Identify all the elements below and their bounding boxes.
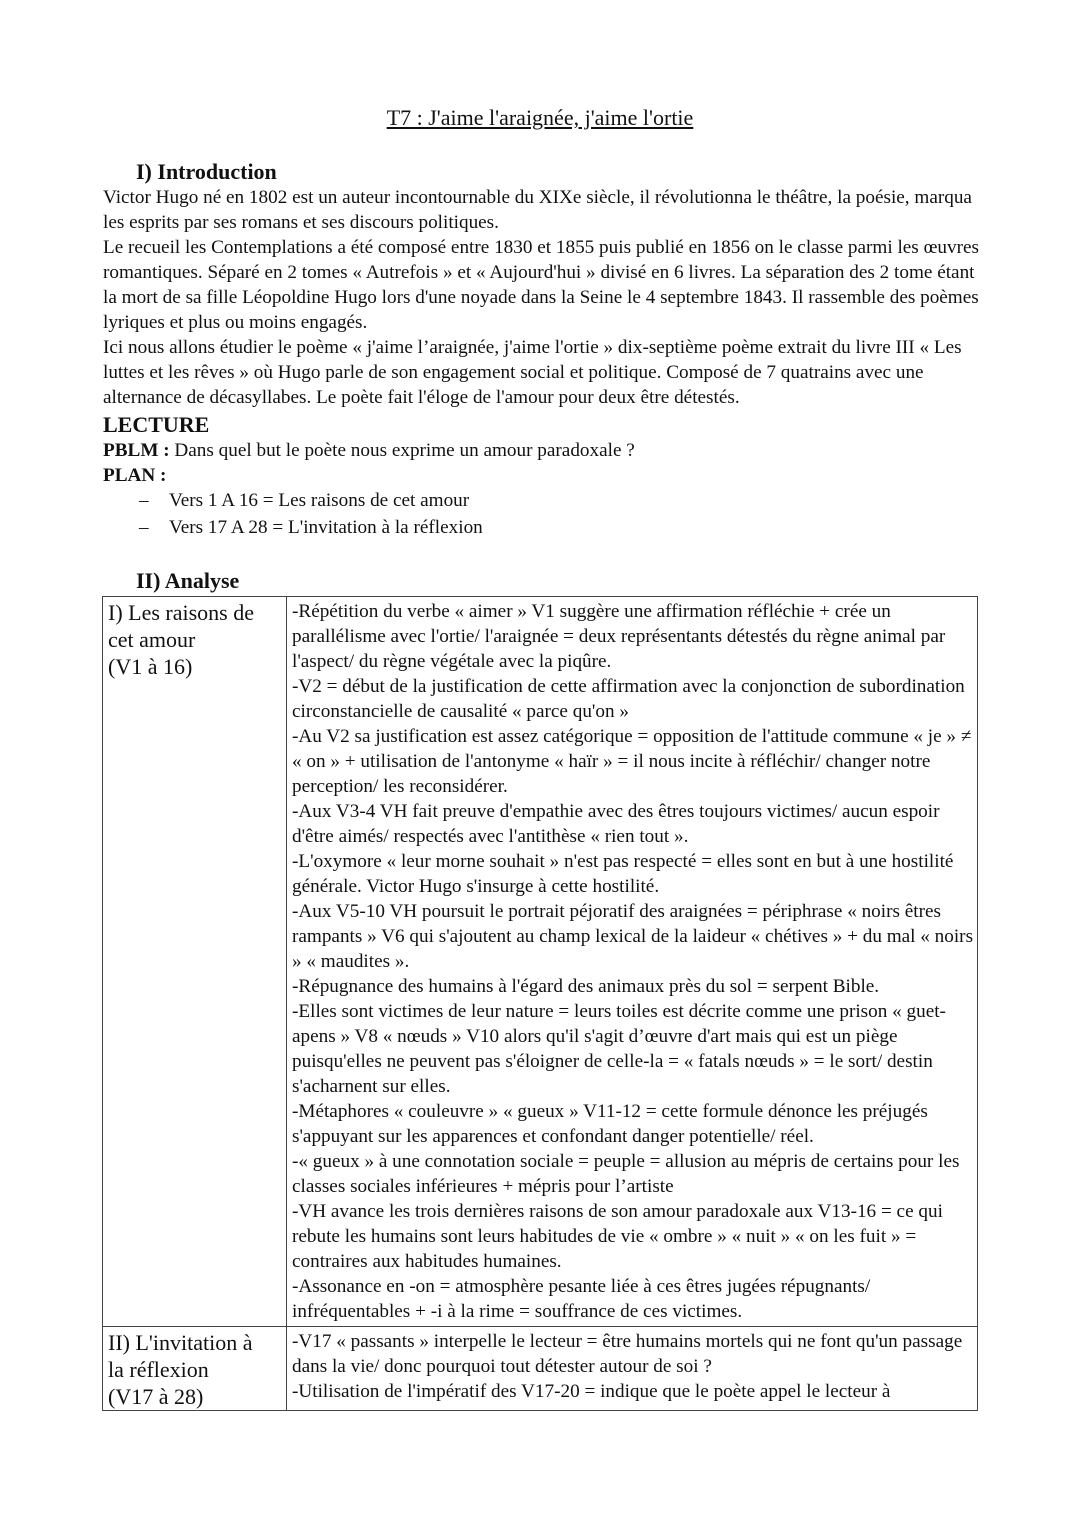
analysis-text-cell — [287, 1327, 978, 1411]
analysis-point: -L'oxymore « leur morne souhait » n'est pas respecté = elles sont en but à une hostilité générale. Victor Hugo s'insurge à cette hostilité. — [292, 851, 954, 897]
plan-item: – Vers 17 A 28 = L'invitation à la réflexion — [103, 515, 983, 542]
analysis-point: -Répétition du verbe « aimer » V1 suggère une affirmation réfléchie + crée un parallélisme avec l'ortie/ l'araignée = deux représentants détestés du règne animal par l'aspect/ du règne végétale avec la piqûre. — [292, 601, 946, 672]
analysis-point: -V2 = début de la justification de cette affirmation avec la conjonction de subordination circonstancielle de causalité « parce qu'on » — [292, 676, 965, 722]
document-title: T7 : J'aime l'araignée, j'aime l'ortie — [386, 105, 694, 130]
intro-paragraph: Le recueil les Contemplations a été composé entre 1830 et 1855 puis publié en 1856 on le classe parmi les œuvres romantiques. Séparé en 2 tomes « Autrefois » et « Aujourd'hui » divisé en 6 livres. La séparation des 2 tome étant la mort de sa fille Léopoldine Hugo lors d'une noyade dans la Seine le 4 septembre 1843. Il rassemble des poèmes lyriques et plus ou moins engagés. — [103, 237, 979, 333]
section-label-cell: II) L'invitation à la réflexion (V17 à 28) — [103, 1327, 287, 1411]
analysis-point: -« gueux » à une connotation sociale = peuple = allusion au mépris de certains pour les classes sociales inférieures + mépris pour l’artiste — [292, 1151, 960, 1197]
analysis-point: -Métaphores « couleuvre » « gueux » V11-12 = cette formule dénonce les préjugés s'appuyant sur les apparences et confondant danger potentielle/ réel. — [292, 1101, 928, 1147]
analysis-text-cell — [287, 597, 978, 1327]
analysis-point: -Aux V5-10 VH poursuit le portrait péjoratif des araignées = périphrase « noirs êtres rampants » V6 qui s'ajoutent au champ lexical de la laideur « chétives » + du mal « noirs » « maudites ». — [292, 901, 974, 972]
problematique-label: PBLM : — [103, 440, 170, 461]
analysis-point: -V17 « passants » interpelle le lecteur = être humains mortels qui ne font qu'un passage dans la vie/ donc pourquoi tout détester autour de soi ? — [292, 1331, 963, 1377]
analysis-point: -VH avance les trois dernières raisons de son amour paradoxale aux V13-16 = ce qui rebute les humains sont leurs habitudes de vie « ombre » « nuit » « on les fuit » = contraires aux habitudes humaines. — [292, 1201, 943, 1272]
problematique-text: Dans quel but le poète nous exprime un amour paradoxale ? — [169, 440, 635, 461]
dash-bullet: – — [139, 516, 149, 538]
analysis-point: -Au V2 sa justification est assez catégorique = opposition de l'attitude commune « je » ≠ « on » + utilisation de l'antonyme « haïr » = il nous incite à réfléchir/ changer notre perception/ les reconsidérer. — [292, 726, 972, 797]
introduction-section — [103, 185, 983, 541]
lecture-label: LECTURE — [103, 412, 210, 437]
analysis-point: -Répugnance des humains à l'égard des animaux près du sol = serpent Bible. — [292, 976, 880, 997]
table-row — [103, 1327, 978, 1411]
analyse-heading: II) Analyse — [136, 568, 240, 593]
analysis-table — [102, 596, 978, 1411]
table-row — [103, 597, 978, 1327]
intro-paragraph: Ici nous allons étudier le poème « j'aime l’araignée, j'aime l'ortie » dix-septième poème extrait du livre III « Les luttes et les rêves » où Hugo parle de son engagement social et politique. Composé de 7 quatrains avec une alternance de décasyllabes. Le poète fait l'éloge de l'amour pour deux être détestés. — [103, 337, 962, 408]
analysis-point: -Utilisation de l'impératif des V17-20 = indique que le poète appel le lecteur à — [292, 1381, 891, 1402]
dash-bullet: – — [139, 490, 149, 511]
section-label-cell: I) Les raisons de cet amour (V1 à 16) — [103, 597, 287, 1327]
plan-label: PLAN : — [103, 465, 167, 486]
intro-paragraph: Victor Hugo né en 1802 est un auteur incontournable du XIXe siècle, il révolutionna le théâtre, la poésie, marqua les esprits par ses romans et ses discours politiques. — [103, 187, 972, 233]
introduction-heading: I) Introduction — [136, 159, 277, 184]
plan-item: – Vers 1 A 16 = Les raisons de cet amour — [103, 488, 983, 515]
analysis-point: -Assonance en -on = atmosphère pesante liée à ces êtres jugées répugnants/ infréquentables + -i à la rime = souffrance de ces victimes. — [292, 1276, 871, 1322]
analysis-point: -Elles sont victimes de leur nature = leurs toiles est décrite comme une prison « guet-apens » V8 « nœuds » V10 alors qu'il s'agit d’œuvre d'art mais qui est un piège puisqu'elles ne peuvent pas s'éloigner de celle-la = « fatals nœuds » = le sort/ destin s'acharnent sur elles. — [292, 1001, 946, 1097]
plan-list — [103, 488, 983, 541]
problematique — [103, 438, 983, 463]
analysis-point: -Aux V3-4 VH fait preuve d'empathie avec des êtres toujours victimes/ aucun espoir d'être aimés/ respectés avec l'antithèse « rien tout ». — [292, 801, 940, 847]
